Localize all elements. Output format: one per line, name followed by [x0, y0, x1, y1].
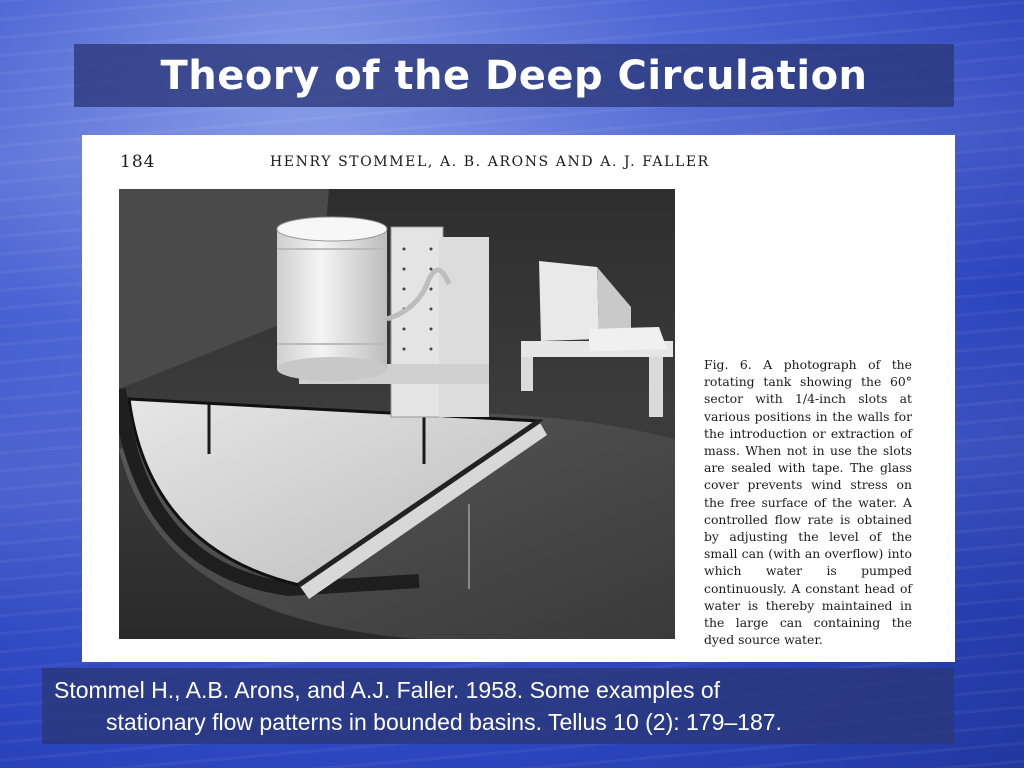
- citation-line-1: Stommel H., A.B. Arons, and A.J. Faller. 1958. Some examples of: [54, 677, 721, 703]
- slide-title: Theory of the Deep Circulation: [74, 44, 954, 107]
- page-number: 184: [120, 152, 156, 172]
- figure-caption: Fig. 6. A photograph of the rotating tank showing the 60° sector with 1/4-inch slots at various positions in the walls for the introduction or extraction of mass. When not in use the slots are sealed with tape. The glass cover prevents wind stress on the free surface of the water. A controlled flow rate is obtained by adjusting the level of the small can (with an overflow) into which water is pumped continuously. A constant head of water is thereby maintained in the large can containing the dyed source water.: [704, 357, 912, 648]
- citation-box: [42, 668, 954, 744]
- page-authors: HENRY STOMMEL, A. B. ARONS AND A. J. FALLER: [270, 154, 710, 170]
- page-header: [120, 152, 915, 174]
- citation-line-2: stationary flow patterns in bounded basins. Tellus 10 (2): 179–187.: [106, 709, 782, 735]
- scanned-page: [82, 135, 955, 662]
- rotating-tank-photo: [119, 189, 675, 639]
